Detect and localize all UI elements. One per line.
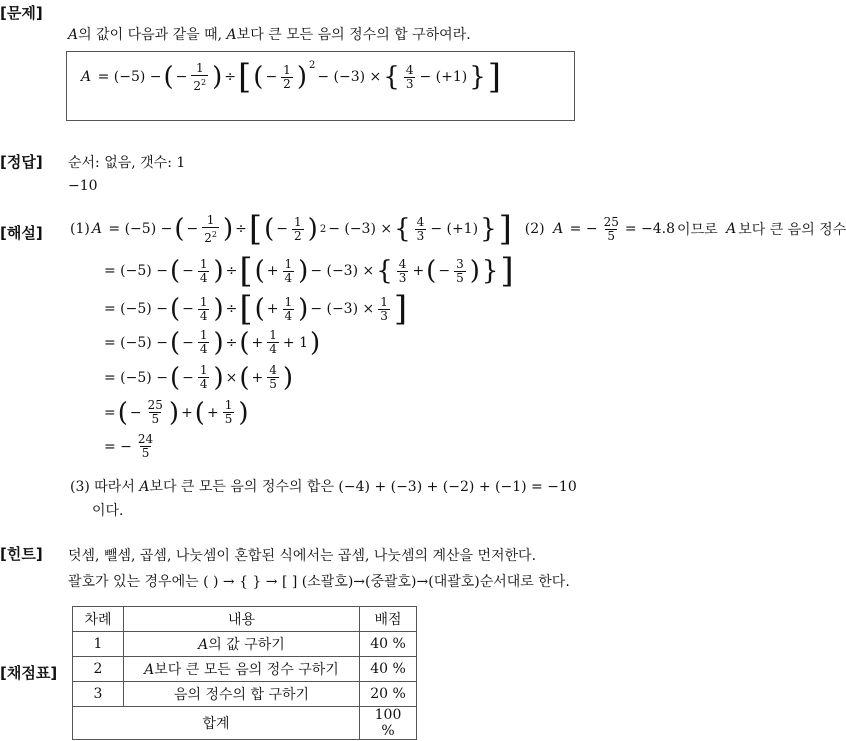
row-score: 20 % — [360, 682, 417, 707]
solution-line-4: = (−5) − ( − $\frac{1}{4}$ ) ÷ ( + $\frac{1}{4}$ + 1 ) — [104, 327, 321, 358]
answer-meta: 순서: 없음, 갯수: 1 — [68, 155, 186, 171]
hint-line-1: 덧셈, 뺄셈, 곱셈, 나눗셈이 혼합된 식에서는 곱셈, 나눗셈의 계산을 먼저한다. — [68, 548, 537, 564]
problem-statement: A의 값이 다음과 같을 때, A보다 큰 모든 음의 정수의 합 구하여라. — [68, 27, 471, 43]
row-score: 40 % — [360, 657, 417, 682]
solution-line-2: = (−5) − ( − $\frac{1}{4}$ ) ÷ [ ( + $\frac{1}{4}$ ) − (−3) × { $\frac{4}{3}$ + ( − $\frac{3}{5}$ ) } ] — [104, 251, 514, 291]
total-score: 100 % — [360, 707, 417, 740]
problem-equation-box — [66, 51, 575, 121]
hint-line-2: 괄호가 있는 경우에는 ( ) → { } → [ ] (소괄호)→(중괄호)→(대괄호)순서대로 한다. — [68, 574, 570, 590]
answer-value: −10 — [68, 178, 98, 194]
row-score: 40 % — [360, 632, 417, 657]
total-label: 합계 — [73, 707, 360, 740]
table-header-row — [73, 607, 417, 632]
table-row — [73, 632, 417, 657]
row-order: 2 — [73, 657, 124, 682]
table-total-row — [73, 707, 417, 740]
hint-label: [힌트] — [0, 545, 43, 563]
row-content: A의 값 구하기 — [124, 632, 360, 657]
solution-line-7: = − $\frac{24}{5}$ — [104, 432, 154, 460]
solution-line-3: = (−5) − ( − $\frac{1}{4}$ ) ÷ [ ( + $\frac{1}{4}$ ) − (−3) × $\frac{1}{3}$ ] — [104, 289, 408, 329]
header-content: 내용 — [124, 607, 360, 632]
table-row — [73, 682, 417, 707]
table-row — [73, 657, 417, 682]
row-order: 3 — [73, 682, 124, 707]
row-order: 1 — [73, 632, 124, 657]
scoring-table — [72, 606, 417, 740]
explanation-label: [해설] — [0, 224, 43, 242]
solution-line-5: = (−5) − ( − $\frac{1}{4}$ ) × ( + $\frac{4}{5}$ ) — [104, 362, 294, 393]
header-order: 차례 — [73, 607, 124, 632]
answer-label: [정답] — [0, 153, 43, 171]
solution-step-3: (3) 따라서 A보다 큰 모든 음의 정수의 합은 (−4) + (−3) + (−2) + (−1) = −10 — [70, 479, 577, 495]
solution-step-3-end: 이다. — [92, 503, 124, 519]
solution-line-1: (1) A = (−5) − ( − $\frac{1}{2^2}$ ) ÷ [ ( − $\frac{1}{2}$ ) 2 − (−3) × { $\frac{4}{3}$ − (+1) } ] (2) A = − $\frac{25}{5}$ = −4.8 이므로 A 보다 큰 음의 정수 — [70, 209, 846, 249]
row-content: A보다 큰 모든 음의 정수 구하기 — [124, 657, 360, 682]
header-score: 배점 — [360, 607, 417, 632]
scoring-label: [채점표] — [0, 664, 58, 682]
problem-label: [문제] — [0, 4, 43, 22]
problem-equation: A = (−5) − ( − $\frac{1}{2^2}$ ) ÷ [ ( − $\frac{1}{2}$ ) $^2$ − (−3) × { $\frac{4}{3}$ − (+1) } ] — [81, 57, 502, 97]
row-content: 음의 정수의 합 구하기 — [124, 682, 360, 707]
solution-line-6: = ( − $\frac{25}{5}$ ) + ( + $\frac{1}{5}$ ) — [104, 397, 249, 428]
